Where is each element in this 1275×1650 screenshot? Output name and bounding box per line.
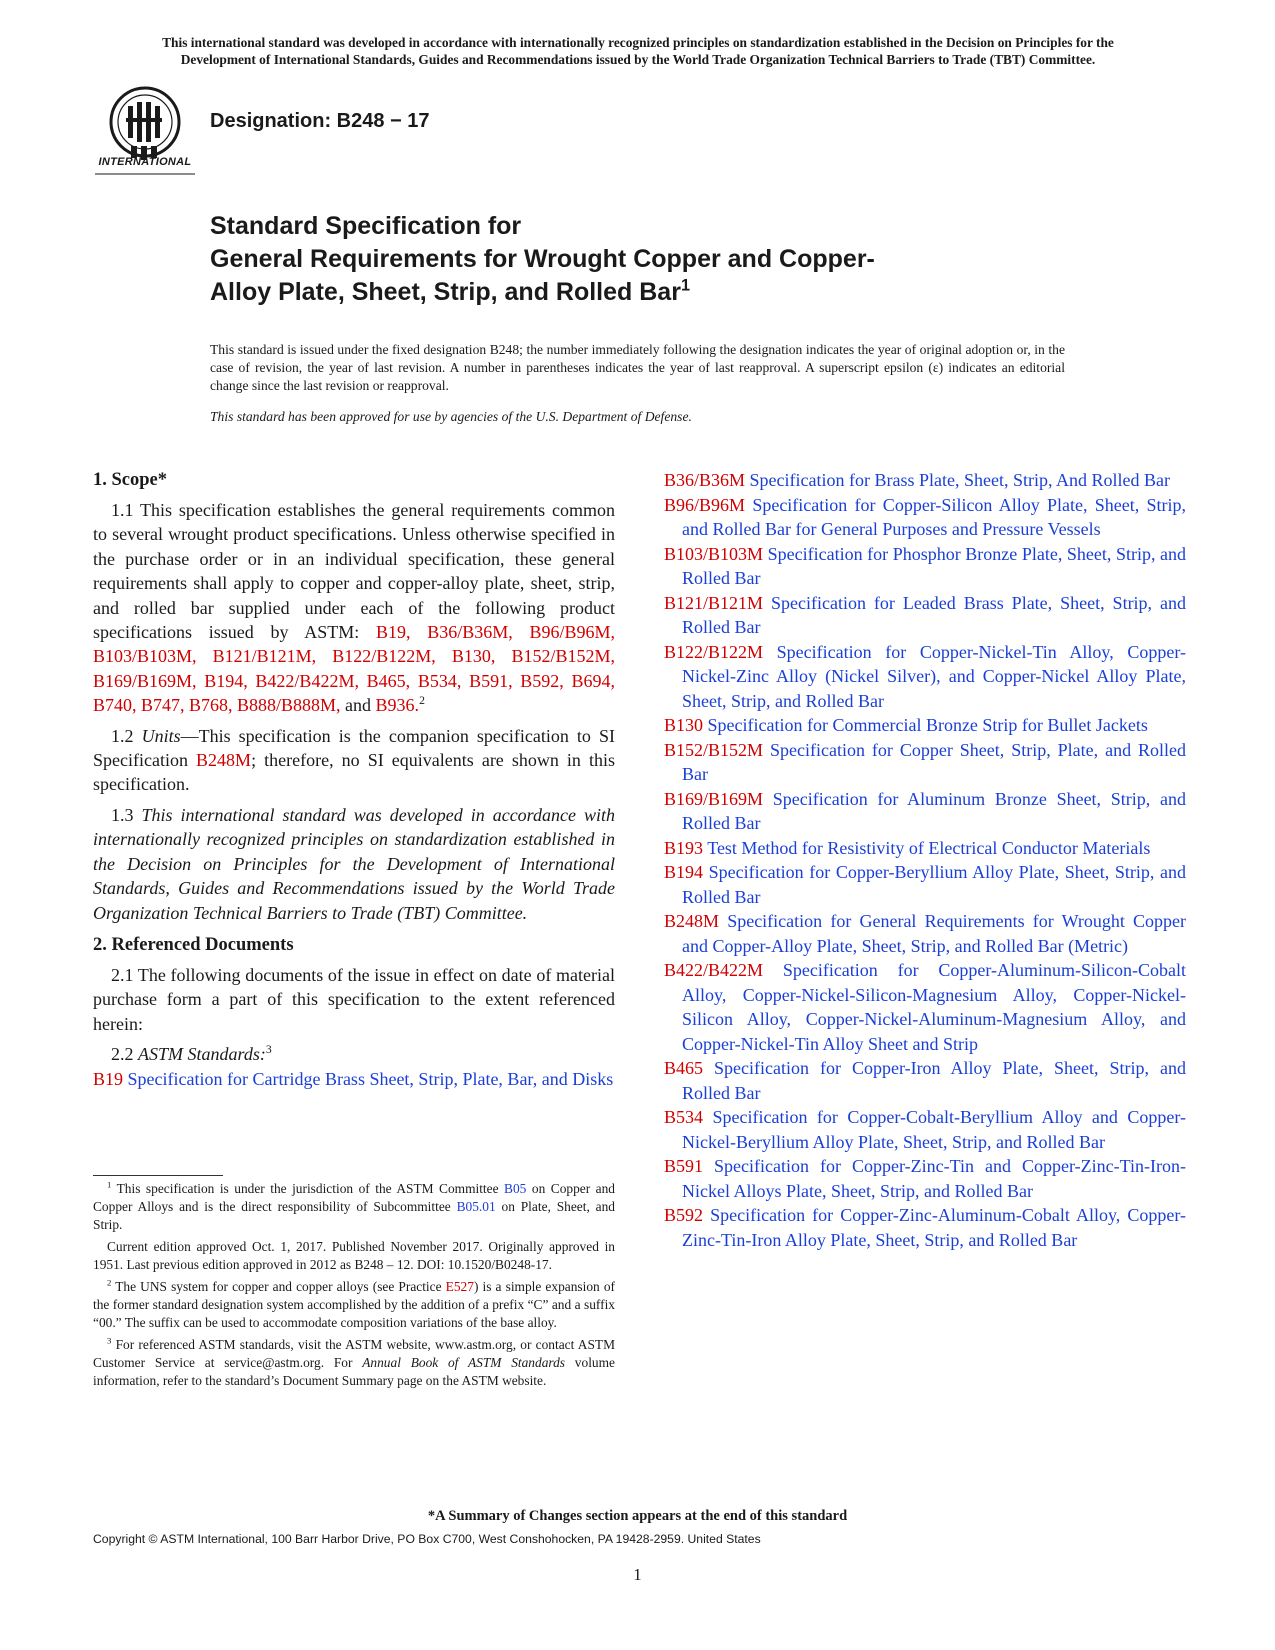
wto-notice: [88, 34, 1188, 68]
title-line1: Standard Specification for: [210, 212, 522, 240]
ref-entry-b591[interactable]: [664, 1154, 1186, 1203]
ref-code[interactable]: B534: [664, 1107, 704, 1127]
referenced-documents-heading: 2. Referenced Documents: [93, 934, 294, 955]
footnote-2-text-b: ) is a simple expansion of the former standard designation system accomplished by the addition of a prefix “C” and a suffix “00.” The suffix can be used to accommodate composition variations of the base alloy.: [93, 1279, 615, 1330]
section-2-2-number: 2.2: [111, 1044, 134, 1065]
title-footnote-mark: 1: [680, 276, 690, 295]
dod-approval-note: This standard has been approved for use by agencies of the U.S. Department of Defense.: [210, 409, 692, 424]
ref-entry-b122[interactable]: [664, 640, 1186, 714]
ref-title[interactable]: Specification for Copper-Zinc-Aluminum-Cobalt Alloy, Copper-Zinc-Tin-Iron Alloy Plate, Sheet, Strip, and Rolled Bar: [682, 1205, 1186, 1250]
ref-entry-b422[interactable]: [664, 958, 1186, 1056]
ref-title[interactable]: Specification for General Requirements for Wrought Copper and Copper-Alloy Plate, Sheet, Strip, and Rolled Bar (Metric): [682, 911, 1186, 956]
ref-title[interactable]: Specification for Copper-Nickel-Tin Alloy, Copper-Nickel-Zinc Alloy (Nickel Silver), and Copper-Nickel Alloy Plate, Sheet, Strip, and Rolled Bar: [682, 641, 1186, 711]
ref-code[interactable]: B592: [664, 1205, 704, 1225]
ref-b248m[interactable]: B248M: [196, 750, 252, 771]
ref-code[interactable]: B194: [664, 862, 704, 882]
section-1-2-text-a: —This specification is the companion specification to SI Specification: [93, 725, 616, 771]
section-1-1: [93, 498, 615, 718]
ref-code[interactable]: B122/B122M: [664, 641, 764, 662]
ref-title[interactable]: Specification for Copper-Zinc-Tin and Copper-Zinc-Tin-Iron-Nickel Alloys Plate, Sheet, Strip, and Rolled Bar: [682, 1156, 1186, 1201]
footnote-2: [93, 1278, 615, 1332]
ref-code[interactable]: B591: [664, 1156, 704, 1176]
footnote-2-text-a: The UNS system for copper and copper alloys (see Practice: [115, 1279, 442, 1294]
ref-entry-b36[interactable]: [664, 468, 1186, 493]
ref-entry-b248m[interactable]: [664, 909, 1186, 958]
section-1-3-text: This international standard was developed in accordance with internationally recognized principles on standardization established in the Decision on Principles for the Development of International Standards, Guides and Recommendations issued by the World Trade Organization Technical Barriers to Trade (TBT) Committee.: [93, 804, 615, 923]
footnote-mark-3[interactable]: 3: [265, 1043, 272, 1057]
section-1-2: [93, 724, 615, 797]
logo-text: INTERNATIONAL: [98, 156, 192, 168]
page-number: 1: [633, 1565, 642, 1584]
ref-code[interactable]: B465: [664, 1058, 704, 1078]
section-1-1-text: 1.1 This specification establishes the general requirements common to several wrought product specifications. Unless otherwise specified in the purchase order or in an individual specification, these general requirements shall apply to copper and copper-alloy plate, sheet, strip, and rolled bar supplied under each of the following product specifications issued by ASTM:: [93, 500, 615, 643]
section-2-2: [93, 1042, 615, 1066]
ref-entry-b592[interactable]: [664, 1203, 1186, 1252]
title-line3-text: Alloy Plate, Sheet, Strip, and Rolled Bar: [210, 278, 681, 306]
ref-code[interactable]: B36/B36M: [664, 470, 746, 490]
title-line2: General Requirements for Wrought Copper and Copper-: [210, 245, 875, 273]
footnote-1-mark: 1: [107, 1179, 112, 1190]
ref-code[interactable]: B121/B121M: [664, 592, 764, 613]
issuance-note: This standard is issued under the fixed designation B248; the number immediately following the designation indicates the year of original adoption or, in the case of revision, the year of last revision. A number in parentheses indicates the year of last reapproval. A superscript epsilon (ε) indicates an editorial change since the last revision or reapproval.: [210, 342, 1065, 393]
footnote-2-mark: 2: [107, 1277, 112, 1288]
ref-entry-b534[interactable]: [664, 1105, 1186, 1154]
footnote-divider: [93, 1175, 223, 1176]
ref-entry-b19[interactable]: [93, 1067, 615, 1091]
ref-code[interactable]: B169/B169M: [664, 788, 764, 809]
ref-entry-b103[interactable]: [664, 542, 1186, 591]
footnote-1: [93, 1180, 615, 1234]
footnote-mark-2[interactable]: 2: [419, 694, 425, 708]
ref-code[interactable]: B193: [664, 837, 704, 858]
section-1-3: [93, 803, 615, 925]
footnote-1-text-a: This specification is under the jurisdiction of the ASTM Committee: [116, 1181, 499, 1196]
right-column: [664, 468, 1186, 1252]
section-1-2-text-b: ; therefore, no SI equivalents are shown in this specification.: [93, 750, 616, 795]
astm-logo: [93, 84, 197, 182]
ref-entry-b152[interactable]: [664, 738, 1186, 787]
footnote-1-text-c: on Plate, Sheet, and Strip.: [93, 1199, 615, 1232]
ref-title[interactable]: Specification for Copper-Cobalt-Beryllium Alloy and Copper-Nickel-Beryllium Alloy Plate, Sheet, Strip, and Rolled Bar: [682, 1107, 1186, 1152]
ref-title[interactable]: Specification for Commercial Bronze Strip for Bullet Jackets: [707, 715, 1148, 735]
ref-e527[interactable]: E527: [445, 1279, 474, 1294]
left-column: [93, 468, 615, 1091]
scope-heading: 1. Scope*: [93, 470, 167, 490]
ref-b936[interactable]: B936.: [375, 695, 420, 716]
ref-entry-b96[interactable]: [664, 493, 1186, 542]
ref-title[interactable]: Specification for Copper-Aluminum-Silicon-Cobalt Alloy, Copper-Nickel-Silicon-Magnesium Alloy, Copper-Nickel-Silicon Alloy, Copper-Nickel-Aluminum-Magnesium Alloy, and Copper-Nickel-Tin Alloy Sheet and Strip: [682, 960, 1186, 1054]
ref-title[interactable]: Specification for Leaded Brass Plate, Sheet, Strip, and Rolled Bar: [682, 592, 1186, 637]
copyright: Copyright © ASTM International, 100 Barr Harbor Drive, PO Box C700, West Conshohocken, PA 19428-2959. United States: [93, 1532, 761, 1546]
ref-title[interactable]: Specification for Copper Sheet, Strip, Plate, and Rolled Bar: [682, 739, 1187, 784]
ref-title[interactable]: Specification for Brass Plate, Sheet, Strip, And Rolled Bar: [749, 470, 1170, 490]
ref-code[interactable]: B96/B96M: [664, 494, 746, 515]
ref-code[interactable]: B422/B422M: [664, 960, 764, 980]
ref-code[interactable]: B103/B103M: [664, 543, 764, 564]
ref-entry-b130[interactable]: [664, 713, 1186, 738]
ref-entry-b169[interactable]: [664, 787, 1186, 836]
ref-title[interactable]: Specification for Cartridge Brass Sheet, Strip, Plate, Bar, and Disks: [127, 1068, 614, 1089]
ref-title[interactable]: Specification for Copper-Beryllium Alloy Plate, Sheet, Strip, and Rolled Bar: [682, 862, 1187, 907]
title-line3: [210, 276, 875, 309]
ref-code[interactable]: B19: [93, 1068, 124, 1089]
link-b05-01[interactable]: B05.01: [456, 1199, 496, 1214]
footnote-3-text-a: For referenced ASTM standards, visit the ASTM website, www.astm.org, or contact ASTM Customer Service at service@astm.org. For: [93, 1337, 615, 1370]
footnotes: [93, 1180, 615, 1394]
section-1-1-refs[interactable]: B19, B36/B36M, B96/B96M, B103/B103M, B121/B121M, B122/B122M, B130, B152/B152M, B169/B169M, B194, B422/B422M, B465, B534, B591, B592, B694, B740, B747, B768, B888/B888M,: [93, 622, 615, 716]
footnote-1-edition: Current edition approved Oct. 1, 2017. Published November 2017. Originally approved in 1951. Last previous edition approved in 2012 as B248 – 12. DOI: 10.1520/B0248-17.: [93, 1239, 615, 1272]
document-title: [210, 210, 875, 309]
link-b05[interactable]: B05: [504, 1181, 527, 1196]
summary-of-changes-note: *A Summary of Changes section appears at the end of this standard: [427, 1508, 848, 1524]
footnote-3-mark: 3: [107, 1335, 112, 1346]
footnote-3: [93, 1336, 615, 1390]
ref-title[interactable]: Test Method for Resistivity of Electrical Conductor Materials: [707, 837, 1151, 858]
footnote-1-text-b: on Copper and Copper Alloys and is the direct responsibility of Subcommittee: [93, 1181, 616, 1214]
ref-title[interactable]: Specification for Copper-Iron Alloy Plate, Sheet, Strip, and Rolled Bar: [682, 1058, 1186, 1103]
ref-entry-b121[interactable]: [664, 591, 1186, 640]
section-2-2-label: ASTM Standards:: [138, 1044, 266, 1065]
footnote-3-text-b: volume information, refer to the standard’s Document Summary page on the ASTM website.: [93, 1355, 615, 1388]
section-1-3-number: 1.3: [111, 804, 134, 825]
section-1-2-units: Units: [141, 725, 181, 746]
ref-code[interactable]: B248M: [664, 911, 720, 931]
ref-title[interactable]: Specification for Aluminum Bronze Sheet, Strip, and Rolled Bar: [682, 788, 1186, 833]
wto-notice-line2: Development of International Standards, Guides and Recommendations issued by the World Trade Organization Technical Barriers to Trade (TBT) Committee.: [180, 52, 1096, 67]
designation: Designation: B248 − 17: [210, 110, 430, 132]
ref-code[interactable]: B152/B152M: [664, 739, 764, 760]
footnote-3-italic: Annual Book of ASTM Standards: [362, 1355, 566, 1370]
ref-entry-b193[interactable]: [664, 836, 1186, 861]
section-1-2-number: 1.2: [111, 725, 134, 746]
ref-entry-b194[interactable]: [664, 860, 1186, 909]
ref-entry-b465[interactable]: [664, 1056, 1186, 1105]
ref-title[interactable]: Specification for Phosphor Bronze Plate, Sheet, Strip, and Rolled Bar: [682, 543, 1187, 588]
ref-title[interactable]: Specification for Copper-Silicon Alloy Plate, Sheet, Strip, and Rolled Bar for General Purposes and Pressure Vessels: [682, 494, 1187, 539]
section-1-1-and: and: [345, 695, 372, 716]
section-2-1: 2.1 The following documents of the issue in effect on date of material purchase form a part of this specification to the extent referenced herein:: [93, 964, 615, 1034]
ref-code[interactable]: B130: [664, 715, 704, 735]
wto-notice-line1: This international standard was developed in accordance with internationally recognized principles on standardization established in the Decision on Principles for the: [162, 35, 1114, 50]
